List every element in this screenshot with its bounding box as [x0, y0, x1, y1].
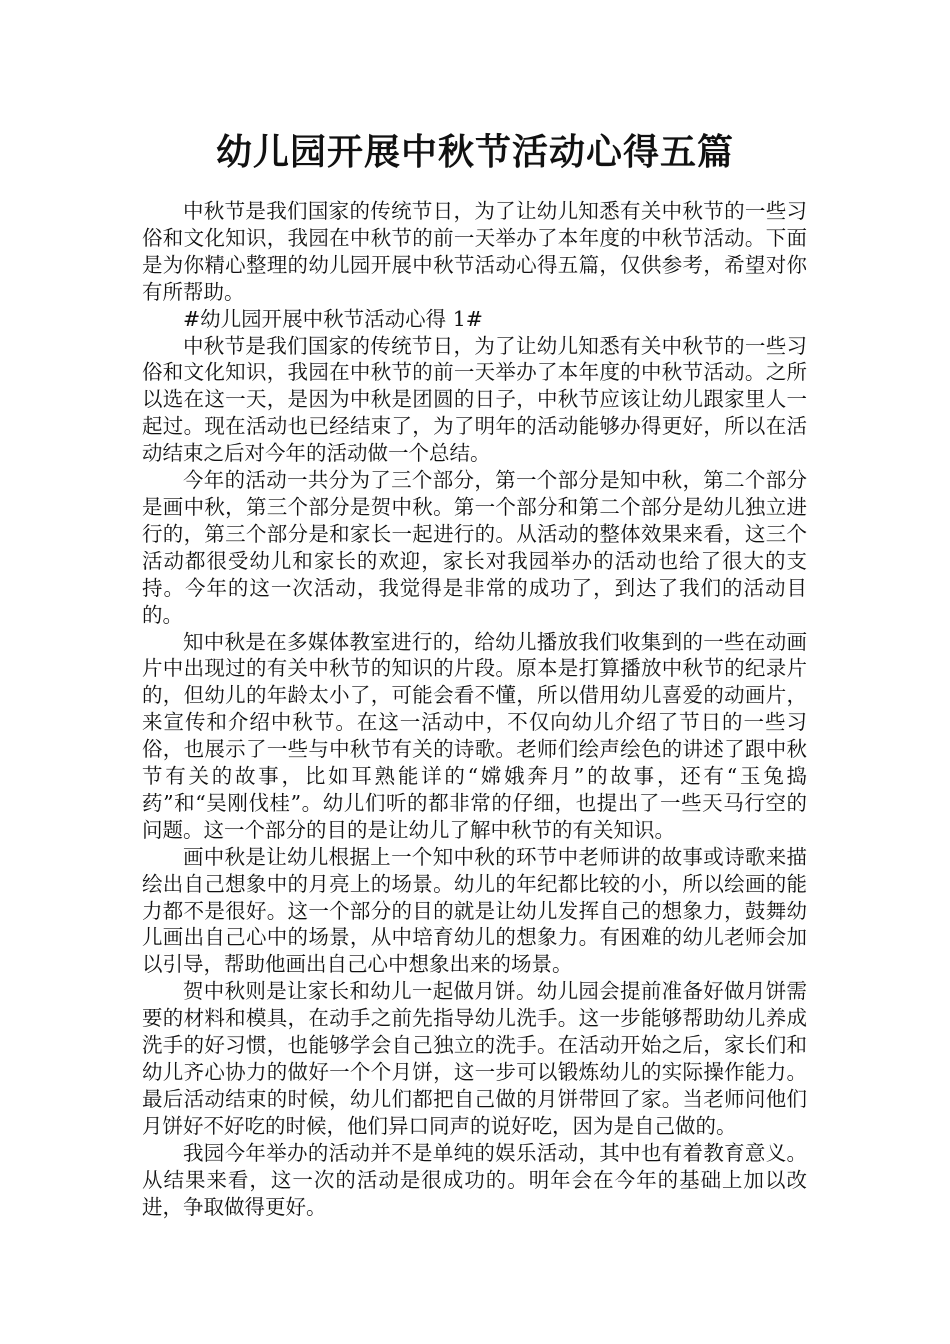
paragraph: 贺中秋则是让家长和幼儿一起做月饼。幼儿园会提前准备好做月饼需要的材料和模具，在动手之前先指导幼儿洗手。这一步能够帮助幼儿养成洗手的好习惯，也能够学会自己独立的洗手。在活动开始之后，家长们和幼儿齐心协力的做好一个个月饼，这一步可以锻炼幼儿的实际操作能力。最后活动结束的时候，幼儿们都把自己做的月饼带回了家。当老师问他们月饼好不好吃的时候，他们异口同声的说好吃，因为是自己做的。	[142, 979, 807, 1138]
document-title: 幼儿园开展中秋节活动心得五篇	[215, 131, 734, 173]
paragraph: 我园今年举办的活动并不是单纯的娱乐活动，其中也有着教育意义。从结果来看，这一次的活动是很成功的。明年会在今年的基础上加以改进，争取做得更好。	[142, 1140, 807, 1219]
document-body	[142, 198, 807, 1220]
paragraph-intro: 中秋节是我们国家的传统节日，为了让幼儿知悉有关中秋节的一些习俗和文化知识，我园在中秋节的前一天举办了本年度的中秋节活动。下面是为你精心整理的幼儿园开展中秋节活动心得五篇，仅供参考，希望对你有所帮助。	[142, 199, 807, 304]
paragraph: 中秋节是我们国家的传统节日，为了让幼儿知悉有关中秋节的一些习俗和文化知识，我园在中秋节的前一天举办了本年度的中秋节活动。之所以选在这一天，是因为中秋是团圆的日子，中秋节应该让幼儿跟家里人一起过。现在活动也已经结束了，为了明年的活动能够办得更好，所以在活动结束之后对今年的活动做一个总结。	[142, 333, 807, 466]
paragraph: 知中秋是在多媒体教室进行的，给幼儿播放我们收集到的一些在动画片中出现过的有关中秋节的知识的片段。原本是打算播放中秋节的纪录片的，但幼儿的年龄太小了，可能会看不懂，所以借用幼儿喜爱的动画片，来宣传和介绍中秋节。在这一活动中，不仅向幼儿介绍了节日的一些习俗，也展示了一些与中秋节有关的诗歌。老师们绘声绘色的讲述了跟中秋节有关的故事，比如耳熟能详的“嫦娥奔月”的故事，还有“玉兔捣药”和“吴刚伐桂”。幼儿们听的都非常的仔细，也提出了一些天马行空的问题。这一个部分的目的是让幼儿了解中秋节的有关知识。	[142, 629, 807, 842]
section-heading-1: #幼儿园开展中秋节活动心得 1#	[183, 306, 483, 331]
paragraph: 画中秋是让幼儿根据上一个知中秋的环节中老师讲的故事或诗歌来描绘出自己想象中的月亮上的场景。幼儿的年纪都比较的小，所以绘画的能力都不是很好。这一个部分的目的就是让幼儿发挥自己的想象力，鼓舞幼儿画出自己心中的场景，从中培育幼儿的想象力。有困难的幼儿老师会加以引导，帮助他画出自己心中想象出来的场景。	[142, 844, 807, 977]
paragraph: 今年的活动一共分为了三个部分，第一个部分是知中秋，第二个部分是画中秋，第三个部分是贺中秋。第一个部分和第二个部分是幼儿独立进行的，第三个部分是和家长一起进行的。从活动的整体效果来看，这三个活动都很受幼儿和家长的欢迎，家长对我园举办的活动也给了很大的支持。今年的这一次活动，我觉得是非常的成功了，到达了我们的活动目的。	[142, 468, 807, 627]
